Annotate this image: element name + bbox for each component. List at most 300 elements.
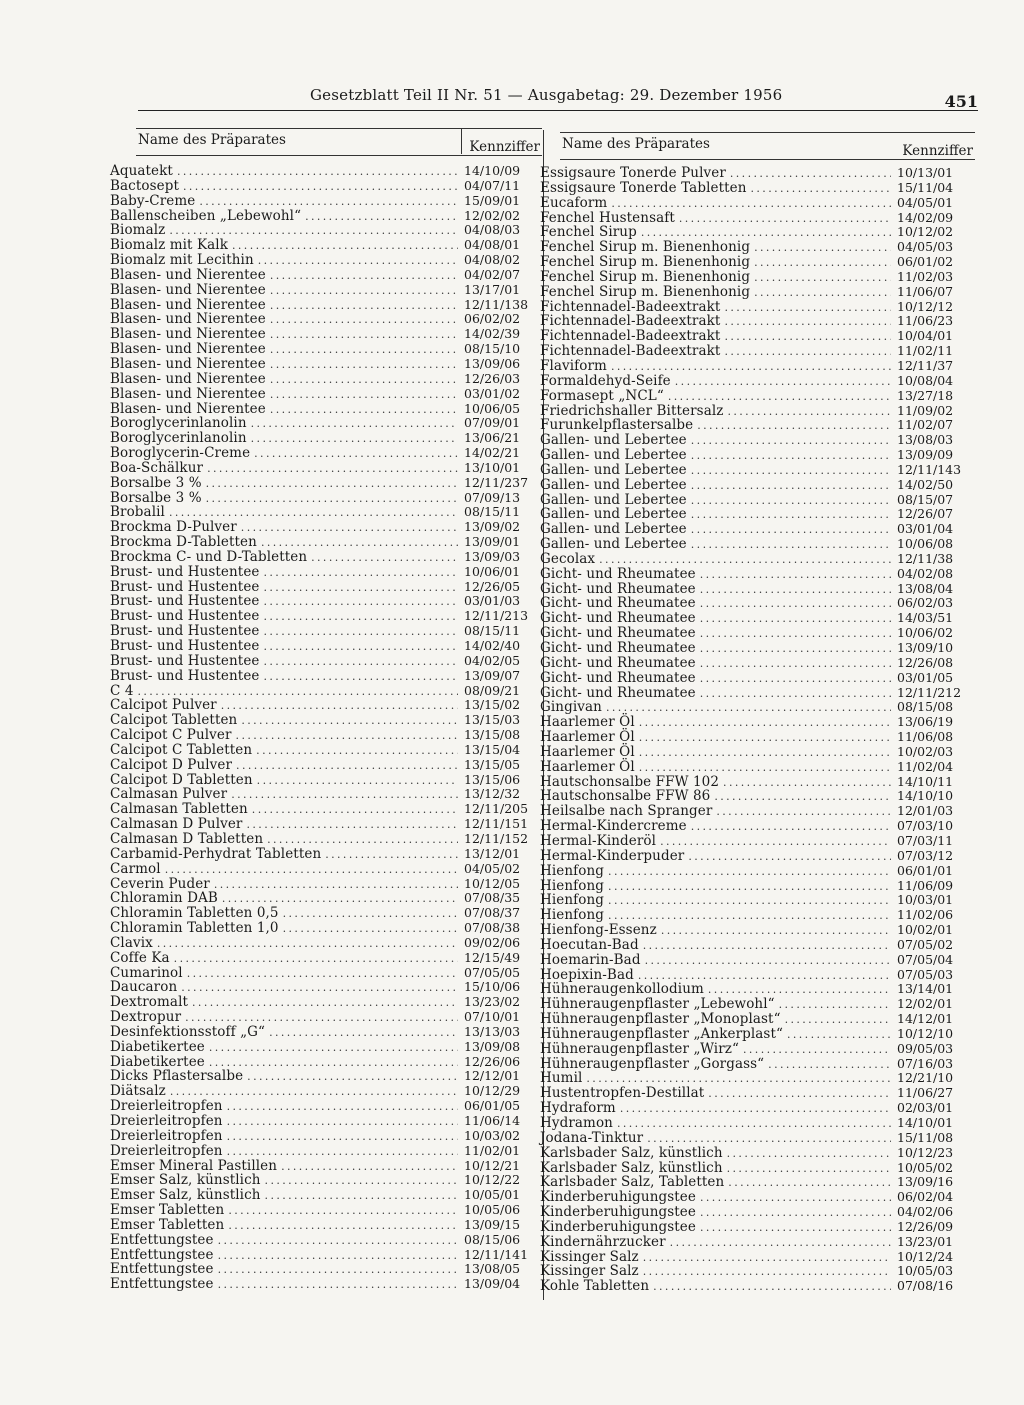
list-item <box>540 804 975 819</box>
dot-leader <box>228 1219 458 1234</box>
list-item <box>540 1086 975 1101</box>
preparation-name: Hühneraugenkollodium <box>540 981 704 998</box>
preparation-name: Carmol <box>110 860 161 877</box>
preparation-name: Fenchel Sirup <box>540 224 637 241</box>
preparation-name: Fichtennadel-Badeextrakt <box>540 298 721 315</box>
list-item <box>110 891 542 906</box>
kennziffer: 10/13/01 <box>897 165 954 180</box>
preparation-name: Hydraform <box>540 1100 616 1117</box>
kennziffer: 07/08/37 <box>464 905 521 921</box>
preparation-name: Hydramon <box>540 1115 613 1131</box>
kennziffer: 13/17/01 <box>464 281 521 297</box>
kennziffer: 13/06/19 <box>897 714 954 730</box>
kennziffer: 10/12/29 <box>464 1083 521 1099</box>
dot-leader <box>608 865 891 880</box>
preparation-name: Hühneraugenpflaster „Wirz“ <box>540 1040 739 1057</box>
preparation-name: Gallen- und Lebertee <box>540 432 687 449</box>
preparation-name: Entfettungstee <box>110 1231 214 1248</box>
preparation-name: Ballenscheiben „Lebewohl“ <box>110 207 302 224</box>
kennziffer: 13/09/08 <box>464 1038 521 1054</box>
list-item <box>110 357 542 372</box>
dot-leader <box>283 907 458 922</box>
kennziffer: 14/02/21 <box>464 445 521 461</box>
kennziffer: 12/26/08 <box>897 654 954 670</box>
preparation-name: Hautschonsalbe FFW 86 <box>540 788 711 805</box>
preparation-name: Haarlemer Öl <box>540 714 635 731</box>
list-item <box>110 520 542 535</box>
preparation-name: Gallen- und Lebertee <box>540 491 687 508</box>
preparation-name: Emser Salz, künstlich <box>110 1172 261 1189</box>
dot-leader <box>325 848 458 863</box>
dot-leader <box>714 790 891 805</box>
kennziffer: 13/09/01 <box>464 534 521 550</box>
dot-leader <box>241 714 458 729</box>
kennziffer: 07/08/35 <box>464 890 521 906</box>
list-item <box>540 715 975 730</box>
list-item <box>540 1190 975 1205</box>
preparation-name: Diätsalz <box>110 1083 166 1100</box>
kennziffer: 07/08/38 <box>464 920 521 936</box>
dot-leader <box>264 670 458 685</box>
list-item <box>540 493 975 508</box>
kennziffer: 13/09/03 <box>464 548 521 564</box>
kennziffer: 12/11/37 <box>897 357 954 373</box>
preparation-name: Hienfong <box>540 907 605 924</box>
kennziffer: 13/15/02 <box>464 697 521 713</box>
kennziffer: 13/23/01 <box>897 1233 954 1249</box>
dot-leader <box>787 1028 891 1043</box>
list-item <box>540 166 975 181</box>
kennziffer: 04/02/06 <box>897 1204 954 1220</box>
preparation-name: Friedrichshaller Bittersalz <box>540 402 724 419</box>
preparation-name: Gicht- und Rheumatee <box>540 640 696 656</box>
kennziffer: 08/15/07 <box>897 491 954 507</box>
kennziffer: 04/05/03 <box>897 239 954 255</box>
list-item <box>540 864 975 879</box>
dot-leader <box>724 301 891 316</box>
kennziffer: 12/26/05 <box>464 578 521 594</box>
preparation-name: Calcipot Tabletten <box>110 712 238 729</box>
kennziffer: 03/01/04 <box>897 521 954 537</box>
list-item <box>110 298 542 313</box>
list-item <box>540 567 975 582</box>
kennziffer: 07/03/10 <box>897 818 954 834</box>
dot-leader <box>218 1263 458 1278</box>
preparation-name: Blasen- und Nierentee <box>110 266 266 283</box>
kennziffer: 10/12/24 <box>897 1248 954 1264</box>
kennziffer: 14/02/50 <box>897 476 954 492</box>
preparation-name: Dreierleitropfen <box>110 1113 223 1129</box>
list-item <box>110 728 542 743</box>
kennziffer: 11/06/07 <box>897 283 954 299</box>
preparation-name: Heilsalbe nach Spranger <box>540 803 713 820</box>
preparation-name: Gicht- und Rheumatee <box>540 625 696 642</box>
list-item <box>540 1205 975 1220</box>
list-item <box>540 270 975 285</box>
preparation-name: Brust- und Hustentee <box>110 623 260 640</box>
list-item <box>540 893 975 908</box>
name-column-heading: Name des Präparates <box>138 132 286 148</box>
kennziffer: 13/13/03 <box>464 1023 521 1039</box>
dot-leader <box>187 967 458 982</box>
dot-leader <box>207 462 458 477</box>
kennziffer: 08/15/11 <box>464 623 521 639</box>
kennziffer: 13/14/01 <box>897 981 954 997</box>
kennziffer: 12/21/10 <box>897 1070 954 1086</box>
kennziffer: 04/05/02 <box>464 860 521 876</box>
dot-leader <box>247 1070 458 1085</box>
preparation-name: Gallen- und Lebertee <box>540 506 687 523</box>
kennziffer: 12/02/01 <box>897 996 954 1012</box>
list-item <box>540 240 975 255</box>
kennziffer: 10/06/08 <box>897 536 954 552</box>
preparation-name: Blasen- und Nierentee <box>110 400 266 417</box>
kennziffer: 07/16/03 <box>897 1055 954 1071</box>
kennziffer: 15/09/01 <box>464 192 521 208</box>
dot-leader <box>754 286 891 301</box>
kennziffer: 10/05/02 <box>897 1159 954 1175</box>
dot-leader <box>264 625 458 640</box>
list-item <box>110 1277 542 1292</box>
preparation-name: Brust- und Hustentee <box>110 593 260 610</box>
preparation-name: Fichtennadel-Badeextrakt <box>540 343 721 360</box>
preparation-name: Emser Mineral Pastillen <box>110 1157 278 1174</box>
kennziffer: 13/08/04 <box>897 580 954 596</box>
kennziffer: 13/09/10 <box>897 640 954 655</box>
list-item <box>110 372 542 387</box>
kennziffer: 12/11/237 <box>464 474 529 490</box>
preparation-name: Calcipot C Pulver <box>110 727 232 744</box>
kennziffer: 06/01/02 <box>897 254 954 270</box>
dot-leader <box>700 568 891 583</box>
dot-leader <box>311 551 458 566</box>
kennziffer: 13/15/08 <box>464 727 521 743</box>
dot-leader <box>639 746 891 761</box>
dot-leader <box>247 818 459 833</box>
kennziffer: 10/06/02 <box>897 625 954 641</box>
list-item <box>110 669 542 684</box>
dot-leader <box>227 1100 458 1115</box>
list-item <box>110 312 542 327</box>
list-item <box>540 730 975 745</box>
kennziffer: 04/05/01 <box>897 194 954 210</box>
kennziffer: 13/23/02 <box>464 994 521 1010</box>
preparation-name: Gicht- und Rheumatee <box>540 580 696 597</box>
dot-leader <box>661 924 891 939</box>
preparation-name: Kinderberuhigungstee <box>540 1218 696 1235</box>
list-item <box>540 1042 975 1057</box>
list-item <box>540 1116 975 1131</box>
preparation-name: Brockma C- und D-Tabletten <box>110 548 308 565</box>
preparation-name: Kindernährzucker <box>540 1233 666 1250</box>
dot-leader <box>174 952 458 967</box>
kennziffer: 06/01/05 <box>464 1098 521 1114</box>
preparation-name: Hienfong-Essenz <box>540 922 657 939</box>
dot-leader <box>723 776 891 791</box>
kennziffer: 04/02/08 <box>897 565 954 581</box>
dot-leader <box>232 239 458 254</box>
kennziffer: 10/12/02 <box>897 224 954 240</box>
list-item <box>540 834 975 849</box>
kennziffer: 10/03/01 <box>897 892 954 908</box>
list-item <box>110 758 542 773</box>
kennziffer: 13/09/16 <box>897 1174 954 1190</box>
list-item <box>110 1262 542 1277</box>
dot-leader <box>779 998 891 1013</box>
page-header <box>138 86 978 112</box>
preparation-name: Haarlemer Öl <box>540 758 635 775</box>
preparation-name: Blasen- und Nierentee <box>110 281 266 298</box>
preparation-name: Hienfong <box>540 862 605 879</box>
preparation-name: Fenchel Sirup m. Bienenhonig <box>540 268 751 285</box>
list-item <box>110 565 542 580</box>
preparation-name: Blasen- und Nierentee <box>110 341 266 358</box>
dot-leader <box>724 330 891 345</box>
dot-leader <box>265 1189 458 1204</box>
name-column-heading: Name des Präparates <box>562 136 710 152</box>
preparation-name: Diabetikertee <box>110 1053 205 1070</box>
kennziffer: 12/11/152 <box>464 830 529 846</box>
preparation-name: C 4 <box>110 682 134 699</box>
list-item <box>110 862 542 877</box>
right-column-header <box>560 132 975 160</box>
kennziffer: 13/09/09 <box>897 447 954 463</box>
preparation-name: Blasen- und Nierentee <box>110 385 266 402</box>
preparation-name: Blasen- und Nierentee <box>110 355 266 372</box>
list-item <box>110 1173 542 1188</box>
list-item <box>540 953 975 968</box>
dot-leader <box>691 479 891 494</box>
kennziffer: 10/04/01 <box>897 328 954 344</box>
list-item <box>540 1175 975 1190</box>
preparation-name: Boroglycerinlanolin <box>110 430 247 447</box>
dot-leader <box>700 612 891 627</box>
dot-leader <box>264 610 458 625</box>
dot-leader <box>730 167 891 182</box>
list-item <box>540 478 975 493</box>
preparation-name: Brust- und Hustentee <box>110 608 260 625</box>
preparation-name: Desinfektionsstoff „G“ <box>110 1023 266 1040</box>
list-item <box>110 283 542 298</box>
dot-leader <box>281 1160 458 1175</box>
kennziffer: 14/10/01 <box>897 1115 954 1130</box>
preparation-name: Calmasan D Pulver <box>110 816 243 833</box>
kennziffer: 07/08/16 <box>897 1278 954 1294</box>
dot-leader <box>700 687 891 702</box>
list-item <box>540 300 975 315</box>
list-item <box>110 1218 542 1233</box>
list-item <box>110 1025 542 1040</box>
list-item <box>110 951 542 966</box>
dot-leader <box>700 583 891 598</box>
preparation-name: Emser Salz, künstlich <box>110 1187 261 1204</box>
kennziffer: 12/11/213 <box>464 608 529 624</box>
list-item <box>110 446 542 461</box>
preparation-name: Cumarinol <box>110 964 183 981</box>
kennziffer: 07/09/13 <box>464 489 521 505</box>
list-item <box>540 760 975 775</box>
list-item <box>540 968 975 983</box>
kennziffer: 10/05/06 <box>464 1202 521 1218</box>
preparation-name: Hoemarin-Bad <box>540 951 641 968</box>
kennziffer: 12/02/02 <box>464 207 521 223</box>
kennziffer: 12/15/49 <box>464 949 521 965</box>
list-item <box>540 879 975 894</box>
list-item <box>540 997 975 1012</box>
list-item <box>540 908 975 923</box>
dot-leader <box>264 581 458 596</box>
header-rule <box>138 110 978 111</box>
list-item <box>110 936 542 951</box>
list-item <box>540 552 975 567</box>
kennziffer: 14/03/51 <box>897 610 954 626</box>
dot-leader <box>264 595 458 610</box>
dot-leader <box>264 655 458 670</box>
dot-leader <box>645 954 891 969</box>
preparation-name: Essigsaure Tonerde Pulver <box>540 165 726 181</box>
preparation-name: Blasen- und Nierentee <box>110 370 266 387</box>
list-item <box>110 966 542 981</box>
preparation-name: Gallen- und Lebertee <box>540 461 687 478</box>
preparation-name: Hienfong <box>540 892 605 909</box>
kennziffer: 10/02/03 <box>897 743 954 759</box>
list-item <box>540 1220 975 1235</box>
dot-leader <box>241 521 458 536</box>
dot-leader <box>785 1013 891 1028</box>
dot-leader <box>214 878 458 893</box>
preparation-name: Humil <box>540 1070 583 1087</box>
list-item <box>540 641 975 656</box>
list-item <box>110 787 542 802</box>
list-item <box>540 211 975 226</box>
preparation-name: Karlsbader Salz, künstlich <box>540 1144 723 1161</box>
kennziffer: 14/02/09 <box>897 209 954 225</box>
kennziffer: 11/02/04 <box>897 758 954 774</box>
list-item <box>110 209 542 224</box>
list-item <box>540 285 975 300</box>
dot-leader <box>606 701 891 716</box>
dot-leader <box>643 1251 891 1266</box>
dot-leader <box>724 345 891 360</box>
dot-leader <box>218 1249 458 1264</box>
dot-leader <box>264 566 458 581</box>
kennziffer: 11/09/02 <box>897 402 954 418</box>
kennziffer: 06/02/03 <box>897 595 954 611</box>
dot-leader <box>700 1191 891 1206</box>
list-item <box>540 1071 975 1086</box>
list-item <box>110 550 542 565</box>
preparation-name: Fenchel Hustensaft <box>540 209 675 226</box>
kennziffer: 07/05/05 <box>464 964 521 980</box>
preparation-name: Brockma D-Tabletten <box>110 534 257 551</box>
kennziffer: 07/05/02 <box>897 936 954 952</box>
dot-leader <box>639 716 891 731</box>
kennziffer: 14/02/39 <box>464 326 521 342</box>
list-item <box>540 700 975 715</box>
preparation-name: Chloramin DAB <box>110 890 218 907</box>
dot-leader <box>727 1147 891 1162</box>
dot-leader <box>691 464 891 479</box>
dot-leader <box>192 996 458 1011</box>
kennziffer: 13/09/07 <box>464 667 521 683</box>
preparation-name: Formaldehyd-Seife <box>540 372 671 389</box>
list-item <box>540 819 975 834</box>
preparation-name: Gallen- und Lebertee <box>540 536 687 553</box>
preparation-name: Dreierleitropfen <box>110 1098 223 1115</box>
preparation-name: Gingivan <box>540 699 602 716</box>
preparation-name: Kohle Tabletten <box>540 1278 650 1295</box>
dot-leader <box>270 403 458 418</box>
kennziffer: 07/05/03 <box>897 966 954 982</box>
list-item <box>110 1129 542 1144</box>
kennziffer: 13/15/03 <box>464 712 521 728</box>
list-item <box>110 223 542 238</box>
preparation-name: Calcipot C Tabletten <box>110 741 253 758</box>
list-item <box>540 923 975 938</box>
preparation-name: Entfettungstee <box>110 1246 214 1263</box>
list-item <box>540 1027 975 1042</box>
list-item <box>110 194 542 209</box>
dot-leader <box>265 1174 458 1189</box>
list-item <box>110 906 542 921</box>
preparation-name: Hermal-Kinderöl <box>540 832 657 849</box>
preparation-name: Fenchel Sirup m. Bienenhonig <box>540 283 751 300</box>
list-item <box>540 1057 975 1072</box>
dot-leader <box>691 523 891 538</box>
dot-leader <box>643 939 891 954</box>
kennziffer: 10/12/12 <box>897 298 954 314</box>
dot-leader <box>754 241 891 256</box>
preparation-name: Calcipot Pulver <box>110 697 217 714</box>
list-item <box>110 535 542 550</box>
kennziffer: 12/26/03 <box>464 370 521 386</box>
list-item <box>540 686 975 701</box>
right-column <box>540 132 975 1294</box>
left-column <box>110 128 542 1292</box>
dot-leader <box>716 805 891 820</box>
code-column-heading: Kennziffer <box>469 139 540 155</box>
kennziffer: 06/01/01 <box>897 862 954 878</box>
preparation-name: Furunkelpflastersalbe <box>540 417 694 434</box>
list-item <box>540 596 975 611</box>
list-item <box>110 639 542 654</box>
dot-leader <box>754 271 891 286</box>
preparation-name: Brust- und Hustentee <box>110 652 260 669</box>
preparation-name: Dreierleitropfen <box>110 1127 223 1144</box>
preparation-name: Haarlemer Öl <box>540 729 635 746</box>
preparation-name: Haarlemer Öl <box>540 743 635 760</box>
list-item <box>540 522 975 537</box>
preparation-name: Clavix <box>110 934 153 951</box>
dot-leader <box>157 937 458 952</box>
dot-leader <box>270 269 458 284</box>
list-item <box>540 775 975 790</box>
list-item <box>110 327 542 342</box>
list-item <box>540 656 975 671</box>
preparation-name: Hermal-Kindercreme <box>540 818 687 835</box>
list-item <box>110 847 542 862</box>
kennziffer: 13/15/05 <box>464 756 521 772</box>
dot-leader <box>221 699 458 714</box>
dot-leader <box>181 981 458 996</box>
dot-leader <box>270 328 458 343</box>
kennziffer: 11/02/03 <box>897 268 954 284</box>
kennziffer: 13/12/32 <box>464 786 521 802</box>
dot-leader <box>691 538 891 553</box>
list-item <box>110 476 542 491</box>
preparation-name: Hühneraugenpflaster „Monoplast“ <box>540 1011 781 1028</box>
dot-leader <box>270 343 458 358</box>
